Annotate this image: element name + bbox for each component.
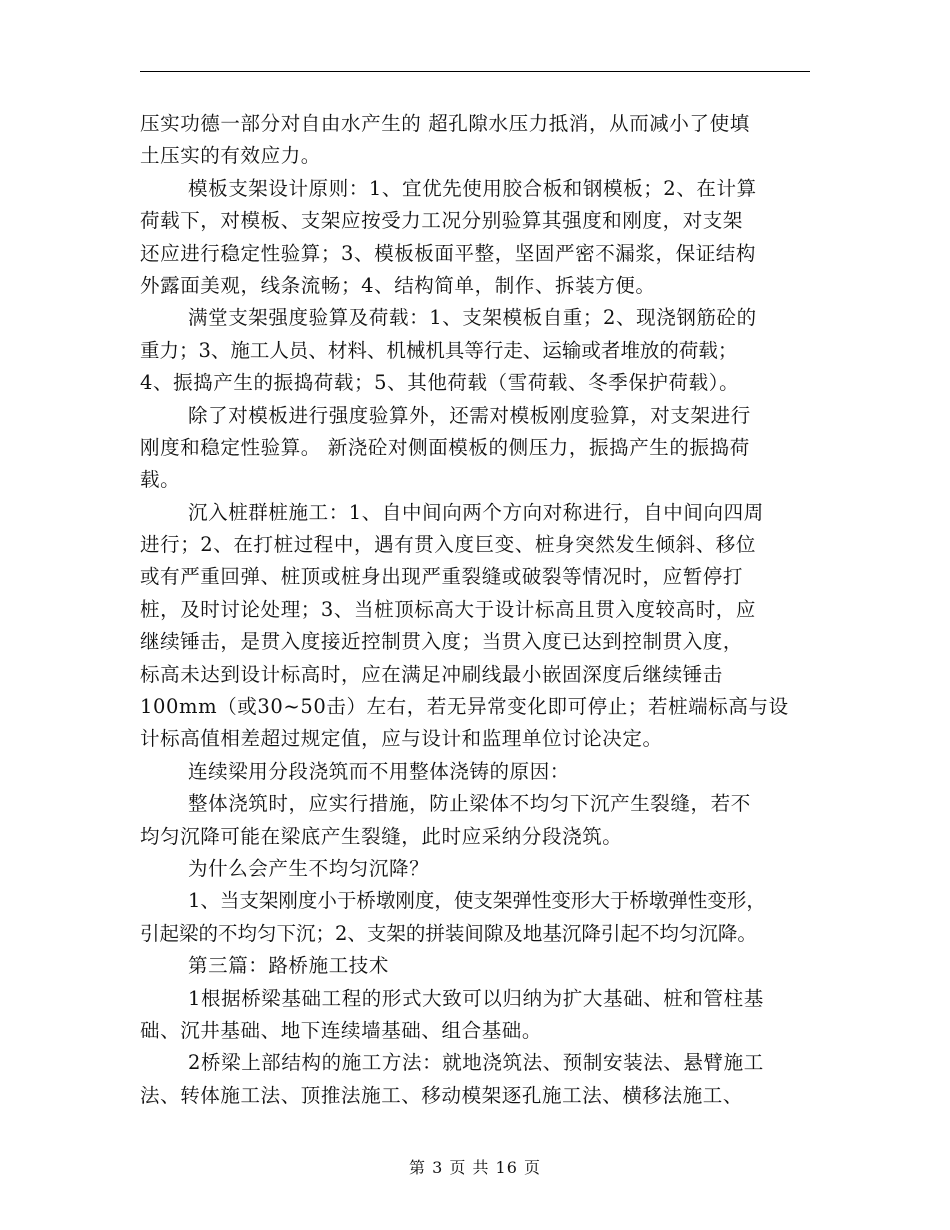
page-number-footer: 第 3 页 共 16 页 (409, 1158, 541, 1177)
text-line: 还应进行稳定性验算；3、模板板面平整，坚固严密不漏浆，保证结构 (140, 241, 757, 265)
text-line: 重力；3、施工人员、材料、机械机具等行走、运输或者堆放的荷载； (140, 338, 738, 362)
text-line: 标高未达到设计标高时，应在满足冲刷线最小嵌固深度后继续锤击 (140, 662, 723, 686)
text-line: 均匀沉降可能在梁底产生裂缝，此时应采纳分段浇筑。 (140, 824, 623, 848)
text-line: 法、转体施工法、顶推法施工、移动模架逐孔施工法、横移法施工、 (140, 1083, 744, 1107)
text-line: 压实功德一部分对自由水产生的 超孔隙水压力抵消，从而减小了使填 (140, 112, 750, 135)
paragraph-start-line: 1、当支架刚度小于桥墩刚度，使支架弹性变形大于桥墩弹性变形， (188, 889, 766, 913)
section-heading: 第三篇：路桥施工技术 (188, 954, 390, 978)
text-line: 荷载下，对模板、支架应按受力工况分别验算其强度和刚度，对支架 (140, 209, 744, 233)
text-line: 载。 (140, 468, 181, 492)
text-line: 土压实的有效应力。 (140, 144, 321, 168)
paragraph-start-line: 2桥梁上部结构的施工方法：就地浇筑法、预制安装法、悬臂施工 (188, 1051, 764, 1075)
paragraph-start-line: 沉入桩群桩施工：1、自中间向两个方向对称进行，自中间向四周 (188, 500, 764, 524)
paragraph-start-line: 整体浇筑时，应实行措施，防止梁体不均匀下沉产生裂缝，若不 (188, 792, 751, 816)
paragraph-start-line: 模板支架设计原则：1、宜优先使用胶合板和钢模板；2、在计算 (188, 176, 757, 200)
body-text (140, 108, 812, 1112)
paragraph-start-line: 连续梁用分段浇筑而不用整体浇铸的原因： (188, 759, 570, 783)
text-line: 4、振捣产生的振捣荷载；5、其他荷载（雪荷载、冬季保护荷载）。 (140, 371, 740, 395)
header-rule (140, 71, 810, 72)
paragraph-start-line: 除了对模板进行强度验算外，还需对模板刚度验算，对支架进行 (188, 403, 751, 427)
text-line: 100mm（或30~50击）左右，若无异常变化即可停止；若桩端标高与设 (140, 695, 789, 719)
paragraph-start-line: 1根据桥梁基础工程的形式大致可以归纳为扩大基础、桩和管柱基 (188, 986, 764, 1010)
paragraph-start-line: 满堂支架强度验算及荷载：1、支架模板自重；2、现浇钢筋砼的 (188, 306, 757, 330)
text-line: 或有严重回弹、桩顶或桩身出现严重裂缝或破裂等情况时，应暂停打 (140, 565, 744, 589)
text-line: 外露面美观，线条流畅；4、结构简单，制作、拆装方便。 (140, 273, 656, 297)
text-line: 刚度和稳定性验算。 新浇砼对侧面模板的侧压力，振捣产生的振捣荷 (140, 435, 750, 459)
paragraph-start-line: 为什么会产生不均匀沉降？ (188, 856, 430, 880)
text-line: 进行；2、在打桩过程中，遇有贯入度巨变、桩身突然发生倾斜、移位 (140, 533, 757, 557)
text-line: 计标高值相差超过规定值，应与设计和监理单位讨论决定。 (140, 727, 663, 751)
text-line: 桩，及时讨论处理；3、当桩顶标高大于设计标高且贯入度较高时，应 (140, 597, 757, 621)
text-line: 引起梁的不均匀下沉；2、支架的拼装间隙及地基沉降引起不均匀沉降。 (140, 921, 757, 945)
text-line: 础、沉井基础、地下连续墙基础、组合基础。 (140, 1018, 543, 1042)
text-line: 继续锤击，是贯入度接近控制贯入度；当贯入度已达到控制贯入度， (140, 630, 744, 654)
